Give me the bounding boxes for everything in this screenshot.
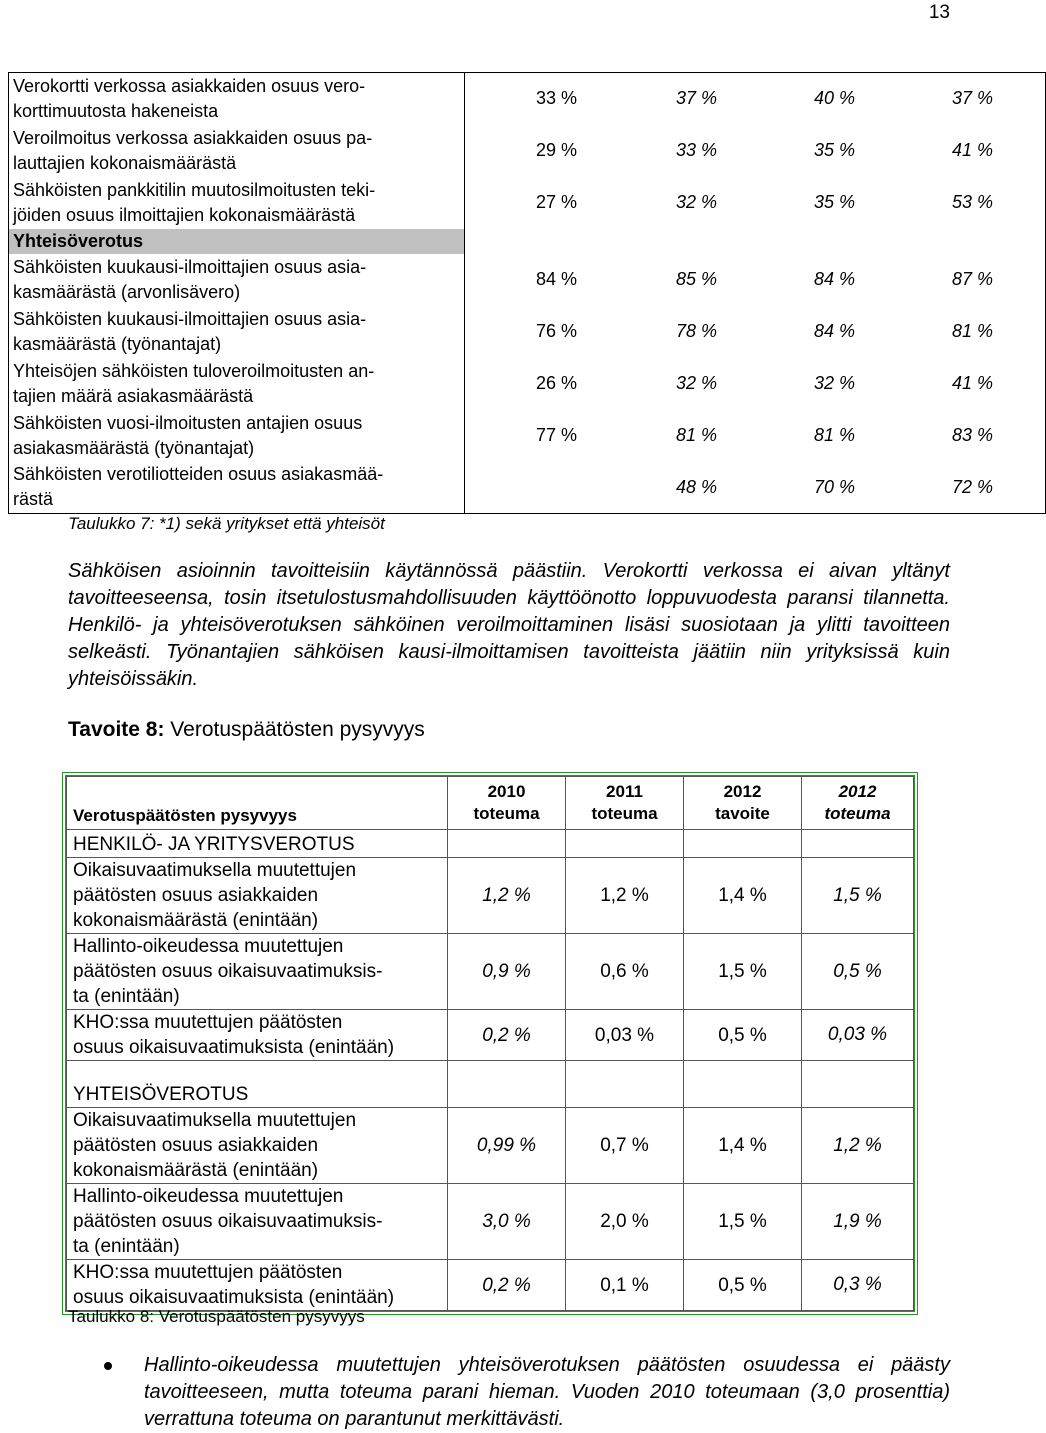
cell-value: 84 % [535, 269, 577, 289]
table-row [67, 934, 914, 1010]
cell-value: 76 % [535, 321, 577, 341]
table-row [9, 73, 1046, 125]
cell-value: 1,5 % [684, 934, 802, 1010]
cell-value: 1,5 % [684, 1184, 802, 1260]
table-row [9, 358, 1046, 410]
row-label: Verokortti verkossa asiakkaiden osuus vero- korttimuutosta hakeneista [9, 73, 465, 125]
cell-value [465, 462, 592, 514]
header-col: 2012 tavoite [684, 777, 802, 830]
header-col: 2010 toteuma [448, 777, 566, 830]
cell-value: 26 % [535, 373, 577, 393]
table-row [9, 177, 1046, 229]
cell-value: 1,4 % [684, 1108, 802, 1184]
header-col: 2012 toteuma [802, 777, 914, 830]
table-section-row [9, 229, 1046, 254]
cell-value: 0,03 % [802, 1010, 914, 1061]
cell-value: 0,9 % [448, 934, 566, 1010]
cell-value: 33 % [675, 140, 717, 160]
table-row [67, 1108, 914, 1184]
table-row [9, 410, 1046, 462]
cell-value [869, 229, 1007, 254]
group-title: YHTEISÖVEROTUS [67, 1061, 448, 1108]
row-label: Sähköisten pankkitilin muutosilmoitusten teki- jöiden osuus ilmoittajien kokonaismäärästä [9, 177, 465, 229]
cell-value: 0,5 % [684, 1010, 802, 1061]
group-title-row [67, 830, 914, 858]
bullet-list [104, 1352, 950, 1433]
cell-value: 87 % [951, 269, 993, 289]
row-label: KHO:ssa muutettujen päätösten osuus oikaisuvaatimuksista (enintään) [67, 1260, 448, 1311]
row-label: Sähköisten verotiliotteiden osuus asiakasmää- rästä [9, 462, 465, 514]
cell-value: 77 % [535, 425, 577, 445]
table-8-caption: Taulukko 8: Verotuspäätösten pysyvyys [68, 1307, 365, 1326]
cell-value: 0,5 % [802, 934, 914, 1010]
row-label: Hallinto-oikeudessa muutettujen päätösten osuus oikaisuvaatimuksis- ta (enintään) [67, 1184, 448, 1260]
cell-value: 0,2 % [448, 1010, 566, 1061]
cell-value: 1,2 % [566, 858, 684, 934]
cell-value: 41 % [951, 373, 993, 393]
cell-value [731, 229, 869, 254]
table-row [67, 1184, 914, 1260]
table-row [9, 462, 1046, 514]
row-label: Yhteisöverotus [9, 229, 465, 254]
cell-value: 0,2 % [448, 1260, 566, 1311]
cell-value: 1,2 % [802, 1108, 914, 1184]
cell-value: 35 % [813, 192, 855, 212]
cell-value: 0,5 % [684, 1260, 802, 1311]
row-label: Oikaisuvaatimuksella muutettujen päätösten osuus asiakkaiden kokonaismäärästä (enintään) [67, 1108, 448, 1184]
cell-value: 35 % [813, 140, 855, 160]
header-col: 2011 toteuma [566, 777, 684, 830]
table-7-caption: Taulukko 7: *1) sekä yritykset että yhteisöt [68, 514, 385, 533]
group-title: HENKILÖ- JA YRITYSVEROTUS [67, 830, 448, 858]
cell-value: 37 % [869, 73, 1007, 125]
cell-value: 0,6 % [566, 934, 684, 1010]
row-label: Hallinto-oikeudessa muutettujen päätösten osuus oikaisuvaatimuksis- ta (enintään) [67, 934, 448, 1010]
row-label: Sähköisten kuukausi-ilmoittajien osuus asia- kasmäärästä (työnantajat) [9, 306, 465, 358]
header-label: Verotuspäätösten pysyvyys [67, 777, 448, 830]
cell-value: 1,9 % [802, 1184, 914, 1260]
table-row [9, 306, 1046, 358]
cell-value: 81 % [813, 425, 855, 445]
cell-value: 37 % [591, 73, 731, 125]
goal-8-prefix: Tavoite 8: [68, 718, 165, 741]
table-8 [66, 776, 914, 1311]
cell-value: 48 % [591, 462, 731, 514]
table-header-row [67, 777, 914, 830]
cell-value: 41 % [951, 140, 993, 160]
cell-value: 70 % [731, 462, 869, 514]
table-row [9, 125, 1046, 177]
cell-value: 84 % [813, 269, 855, 289]
page-number: 13 [928, 2, 950, 23]
cell-value: 27 % [535, 192, 577, 212]
cell-value: 3,0 % [448, 1184, 566, 1260]
cell-value: 0,1 % [566, 1260, 684, 1311]
cell-value: 81 % [675, 425, 717, 445]
goal-8-title: Verotuspäätösten pysyvyys [164, 718, 425, 741]
cell-value: 32 % [675, 373, 717, 393]
cell-value: 33 % [465, 73, 592, 125]
cell-value: 40 % [731, 73, 869, 125]
cell-value: 78 % [675, 321, 717, 341]
paragraph-results: Sähköisen asioinnin tavoitteisiin käytännössä päästiin. Verokortti verkossa ei aivan yltänyt tavoitteeseensa, tosin itsetulostusmahdollisuuden käyttöönotto loppuvuodesta paransi tilannetta. Henkilö- ja yhteisöverotuksen sähköinen veroilmoittaminen lisäsi suosiotaan ja ylitti tavoitteen selkeästi. Työnantajien sähköisen kausi-ilmoittamisen tavoitteista jäätiin niin yrityksissä kuin yhteisöissäkin. [68, 560, 950, 690]
group-title-row [67, 1061, 914, 1108]
table-7 [8, 72, 1046, 514]
table-8-frame [62, 772, 918, 1315]
cell-value: 0,03 % [566, 1010, 684, 1061]
cell-value: 85 % [675, 269, 717, 289]
cell-value: 32 % [675, 192, 717, 212]
goal-8-heading [68, 718, 425, 742]
cell-value: 0,99 % [448, 1108, 566, 1184]
row-label: Yhteisöjen sähköisten tuloveroilmoitusten an- tajien määrä asiakasmäärästä [9, 358, 465, 410]
row-label: KHO:ssa muutettujen päätösten osuus oikaisuvaatimuksista (enintään) [67, 1010, 448, 1061]
cell-value: 0,7 % [566, 1108, 684, 1184]
cell-value: 1,4 % [684, 858, 802, 934]
cell-value: 0,3 % [802, 1260, 914, 1311]
bullet-dot [104, 1362, 112, 1370]
cell-value: 1,2 % [448, 858, 566, 934]
cell-value [465, 229, 592, 254]
row-label: Oikaisuvaatimuksella muutettujen päätösten osuus asiakkaiden kokonaismäärästä (enintään) [67, 858, 448, 934]
cell-value: 84 % [813, 321, 855, 341]
row-label: Veroilmoitus verkossa asiakkaiden osuus pa- lauttajien kokonaismäärästä [9, 125, 465, 177]
cell-value: 83 % [951, 425, 993, 445]
cell-value: 53 % [951, 192, 993, 212]
table-row [9, 254, 1046, 306]
cell-value: 81 % [951, 321, 993, 341]
row-label: Sähköisten vuosi-ilmoitusten antajien osuus asiakasmäärästä (työnantajat) [9, 410, 465, 462]
cell-value: 2,0 % [566, 1184, 684, 1260]
cell-value: 29 % [535, 140, 577, 160]
cell-value: 72 % [869, 462, 1007, 514]
table-row [67, 1010, 914, 1061]
bullet-item: Hallinto-oikeudessa muutettujen yhteisöverotuksen päätösten osuudessa ei päästy tavoitteeseen, mutta toteuma parani hieman. Vuoden 2010 toteumaan (3,0 prosenttia) verrattuna toteuma on parantunut merkittävästi. [104, 1352, 950, 1433]
table-row [67, 858, 914, 934]
cell-value: 32 % [813, 373, 855, 393]
row-label: Sähköisten kuukausi-ilmoittajien osuus asia- kasmäärästä (arvonlisävero) [9, 254, 465, 306]
cell-value [591, 229, 731, 254]
cell-value: 1,5 % [802, 858, 914, 934]
table-row [67, 1260, 914, 1311]
